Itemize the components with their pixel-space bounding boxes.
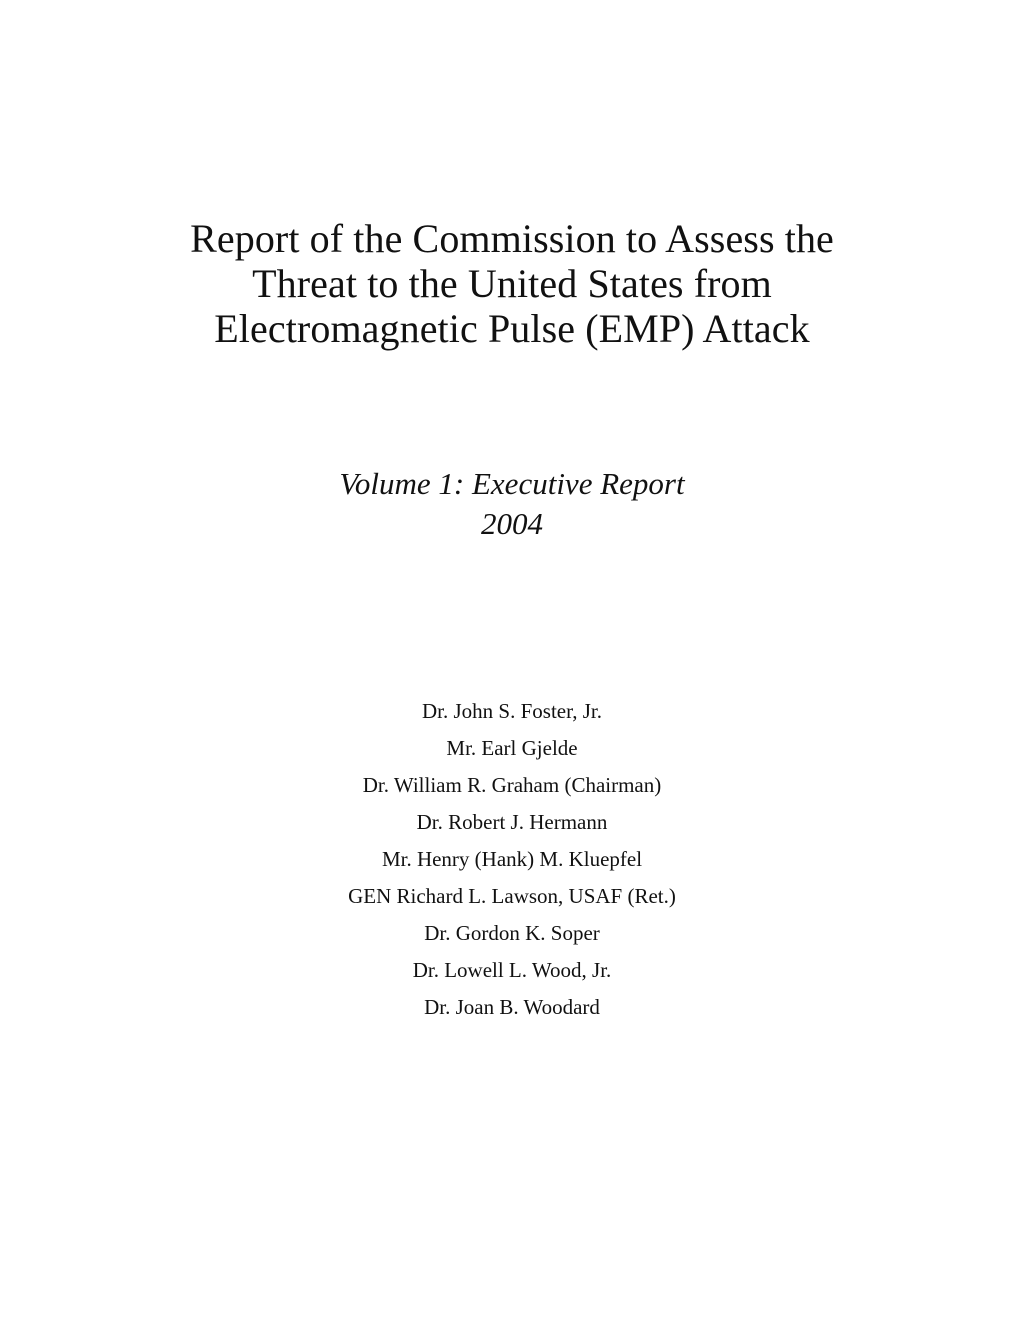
volume-label: Volume 1: Executive Report	[339, 466, 685, 501]
report-title	[0, 216, 1024, 351]
report-year: 2004	[481, 506, 543, 541]
commissioner-name: Dr. Gordon K. Soper	[424, 921, 600, 945]
report-title-line: Electromagnetic Pulse (EMP) Attack	[214, 306, 810, 351]
report-title-line: Report of the Commission to Assess the	[190, 216, 834, 261]
commissioner-name: Dr. Robert J. Hermann	[416, 810, 608, 834]
commissioner-name: Dr. Joan B. Woodard	[424, 995, 600, 1019]
report-subtitle	[0, 464, 1024, 544]
commissioner-name: Dr. William R. Graham (Chairman)	[362, 773, 662, 797]
commissioner-name: Dr. Lowell L. Wood, Jr.	[412, 958, 612, 982]
commissioner-name: Mr. Henry (Hank) M. Kluepfel	[381, 847, 643, 871]
commissioner-name: Dr. John S. Foster, Jr.	[421, 699, 603, 723]
commissioner-list	[0, 693, 1024, 1026]
commissioner-name: GEN Richard L. Lawson, USAF (Ret.)	[348, 884, 676, 908]
commissioner-name: Mr. Earl Gjelde	[446, 736, 578, 760]
report-title-line: Threat to the United States from	[252, 261, 772, 306]
